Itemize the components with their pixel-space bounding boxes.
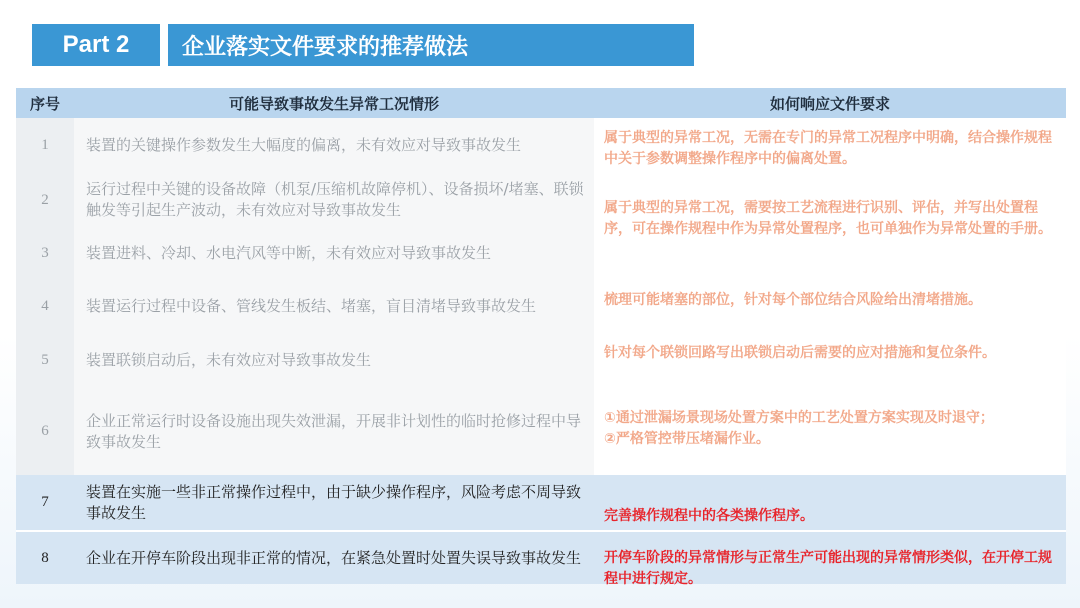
row-no: 8 bbox=[16, 532, 74, 584]
row-no: 1 bbox=[16, 118, 74, 173]
table-header-row bbox=[16, 88, 1066, 118]
part-label: Part 2 bbox=[32, 24, 160, 66]
response-6-item-2: ②严格管控带压堵漏作业。 bbox=[604, 431, 770, 447]
response-6 bbox=[604, 408, 1054, 450]
row-situation: 装置在实施一些非正常操作过程中，由于缺少操作程序，风险考虑不周导致事故发生 bbox=[74, 475, 594, 530]
response-2-3: 属于典型的异常工况，需要按工艺流程进行识别、评估，并写出处置程序，可在操作规程中作为异常处置程序，也可单独作为异常处置的手册。 bbox=[604, 200, 1052, 237]
row-situation: 企业正常运行时设备设施出现失效泄漏，开展非计划性的临时抢修过程中导致事故发生 bbox=[74, 388, 594, 475]
row-situation: 装置运行过程中设备、管线发生板结、堵塞，盲目清堵导致事故发生 bbox=[74, 279, 594, 333]
row-situation: 企业在开停车阶段出现非正常的情况，在紧急处置时处置失误导致事故发生 bbox=[74, 532, 594, 584]
response-7: 完善操作规程中的各类操作程序。 bbox=[604, 508, 814, 524]
page-title: 企业落实文件要求的推荐做法 bbox=[168, 24, 694, 66]
header-no: 序号 bbox=[29, 94, 60, 113]
response-6-item-1: ①通过泄漏场景现场处置方案中的工艺处置方案实现及时退守； bbox=[604, 410, 994, 426]
row-no: 2 bbox=[16, 173, 74, 227]
row-no: 7 bbox=[16, 475, 74, 530]
row-no: 4 bbox=[16, 279, 74, 333]
row-situation: 运行过程中关键的设备故障（机泵/压缩机故障停机）、设备损坏/堵塞、联锁触发等引起生产波动，未有效应对导致事故发生 bbox=[74, 173, 594, 227]
row-situation: 装置进料、冷却、水电汽风等中断，未有效应对导致事故发生 bbox=[74, 227, 594, 279]
response-1: 属于典型的异常工况，无需在专门的异常工况程序中明确，结合操作规程中关于参数调整操作程序中的偏离处置。 bbox=[604, 130, 1052, 167]
row-no: 3 bbox=[16, 227, 74, 279]
row-situation: 装置的关键操作参数发生大幅度的偏离，未有效应对导致事故发生 bbox=[74, 118, 594, 173]
response-5: 针对每个联锁回路写出联锁启动后需要的应对措施和复位条件。 bbox=[604, 345, 996, 361]
header-response: 如何响应文件要求 bbox=[769, 94, 890, 113]
header-situation: 可能导致事故发生异常工况情形 bbox=[228, 94, 439, 113]
response-4: 梳理可能堵塞的部位，针对每个部位结合风险给出清堵措施。 bbox=[604, 292, 982, 308]
response-8: 开停车阶段的异常情形与正常生产可能出现的异常情形类似，在开停工规程中进行规定。 bbox=[604, 550, 1052, 587]
row-no: 6 bbox=[16, 388, 74, 475]
row-situation: 装置联锁启动后，未有效应对导致事故发生 bbox=[74, 333, 594, 388]
row-no: 5 bbox=[16, 333, 74, 388]
